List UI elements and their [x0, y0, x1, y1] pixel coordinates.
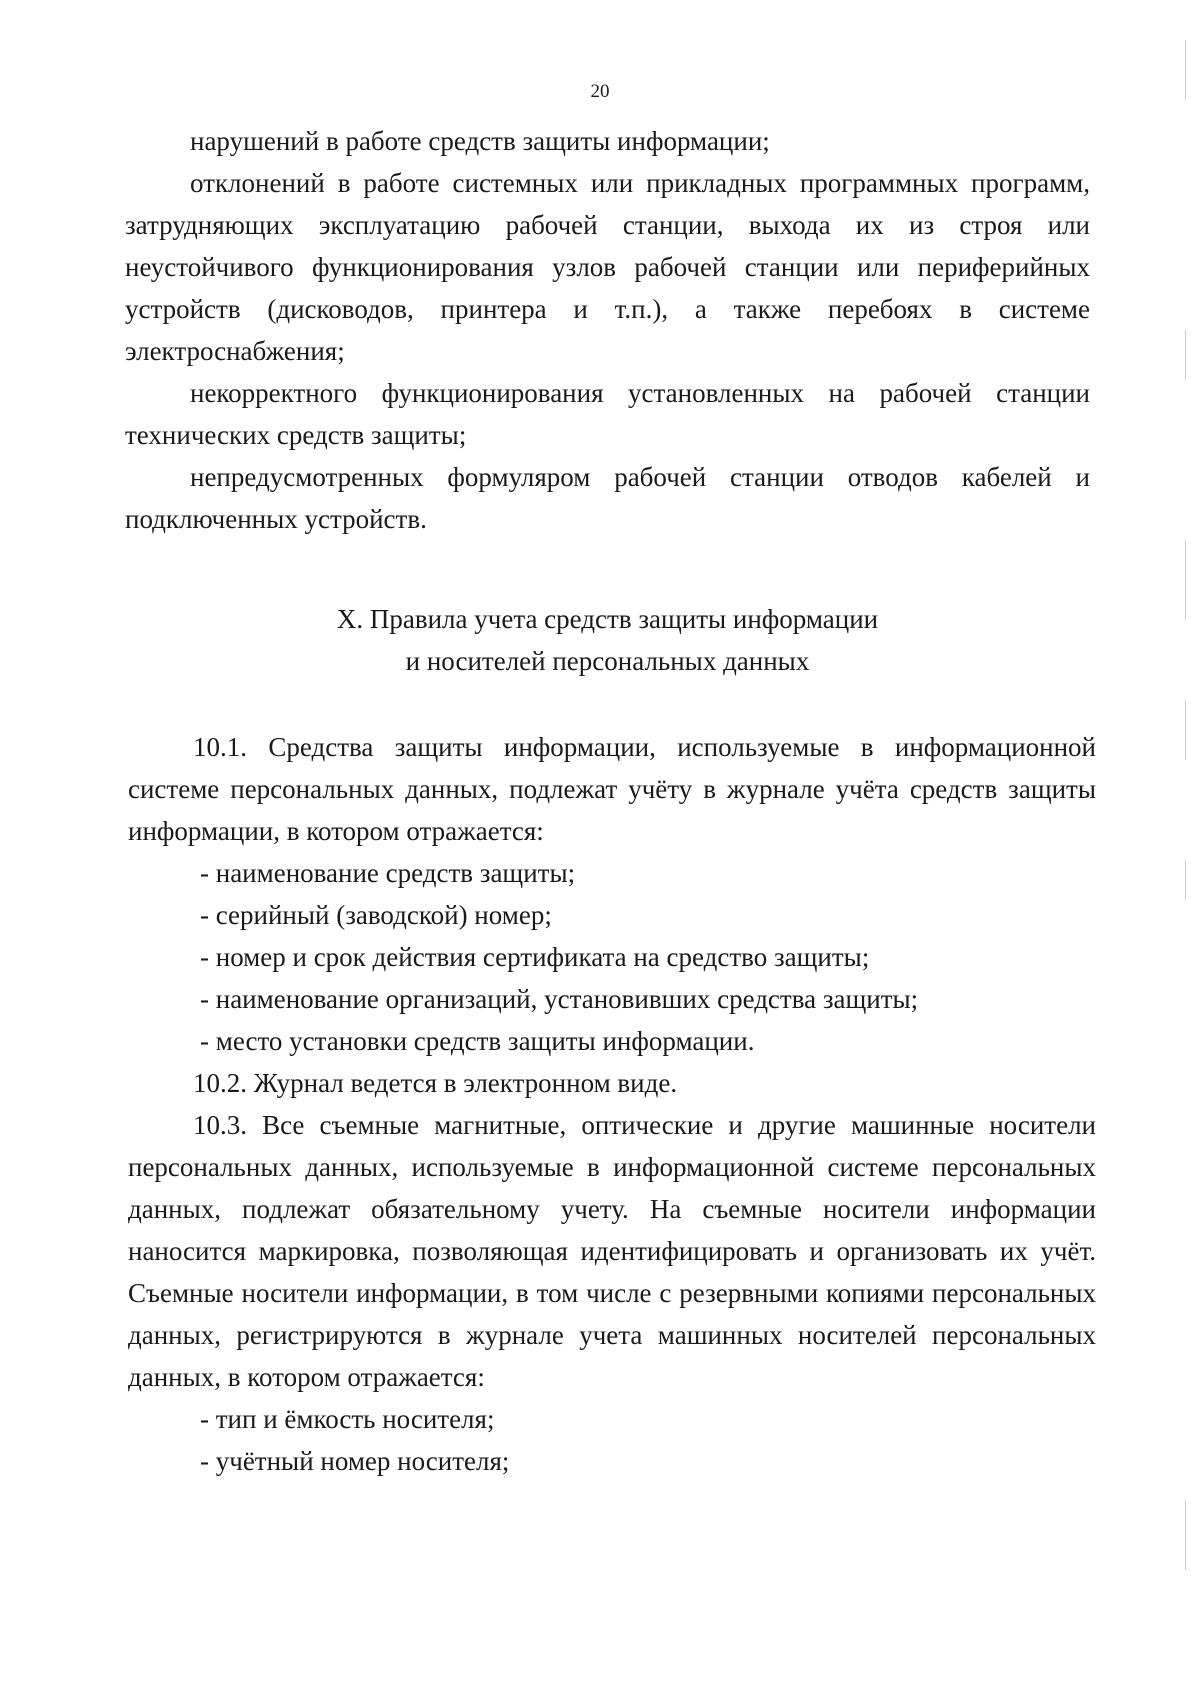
clause-10-1: 10.1. Средства защиты информации, используемые в информационной системе персональных данных, подлежат учёту в журнале учёта средств защиты информации, в котором отражается: [128, 732, 1096, 846]
paragraph-incorrect-functioning: некорректного функционирования установленных на рабочей станции технических средств защиты; [125, 378, 1090, 450]
paragraph-deviations: отклонений в работе системных или прикладных программных программ, затрудняющих эксплуатацию рабочей станции, выхода их из строя или неустойчивого функционирования узлов рабочей станции или периферийных устройств (дисководов, принтера и т.п.), а также перебоях в системе электроснабжения; [125, 168, 1090, 366]
section-title-line-1: X. Правила учета средств защиты информации [336, 604, 879, 634]
list-item: - тип и ёмкость носителя; [200, 1404, 495, 1434]
clause-10-3: 10.3. Все съемные магнитные, оптические и другие машинные носители персональных данных, используемые в информационной системе персональных данных, подлежат обязательному учету. На съемные носители информации наносится маркировка, позволяющая идентифицировать и организовать их учёт. Съемные носители информации, в том числе с резервными копиями персональных данных, регистрируются в журнале учета машинных носителей персональных данных, в котором отражается: [128, 1110, 1096, 1392]
page-number: 20 [590, 81, 610, 102]
list-item: - серийный (заводской) номер; [200, 900, 552, 930]
paragraph-unplanned-cables: непредусмотренных формуляром рабочей станции отводов кабелей и подключенных устройств. [125, 462, 1090, 534]
list-item: - учётный номер носителя; [200, 1446, 510, 1476]
list-item: - наименование средств защиты; [200, 858, 576, 888]
scan-edge-mark [1185, 1500, 1186, 1570]
scan-edge-mark [1185, 330, 1186, 380]
scan-edge-mark [1185, 860, 1186, 900]
list-item: - наименование организаций, установивших средства защиты; [200, 984, 919, 1014]
scan-edge-mark [1185, 700, 1186, 760]
list-item: - номер и срок действия сертификата на средство защиты; [200, 942, 870, 972]
scan-edge-mark [1185, 540, 1186, 620]
scan-edge-mark [1185, 40, 1186, 100]
top-text-block [125, 120, 1090, 540]
section-title-line-2: и носителей персональных данных [405, 646, 810, 676]
section-body [128, 726, 1096, 1482]
list-item: - место установки средств защиты информации. [200, 1026, 755, 1056]
paragraph-violations: нарушений в работе средств защиты информации; [190, 126, 770, 156]
clause-10-2: 10.2. Журнал ведется в электронном виде. [193, 1068, 678, 1098]
section-heading [125, 598, 1090, 682]
